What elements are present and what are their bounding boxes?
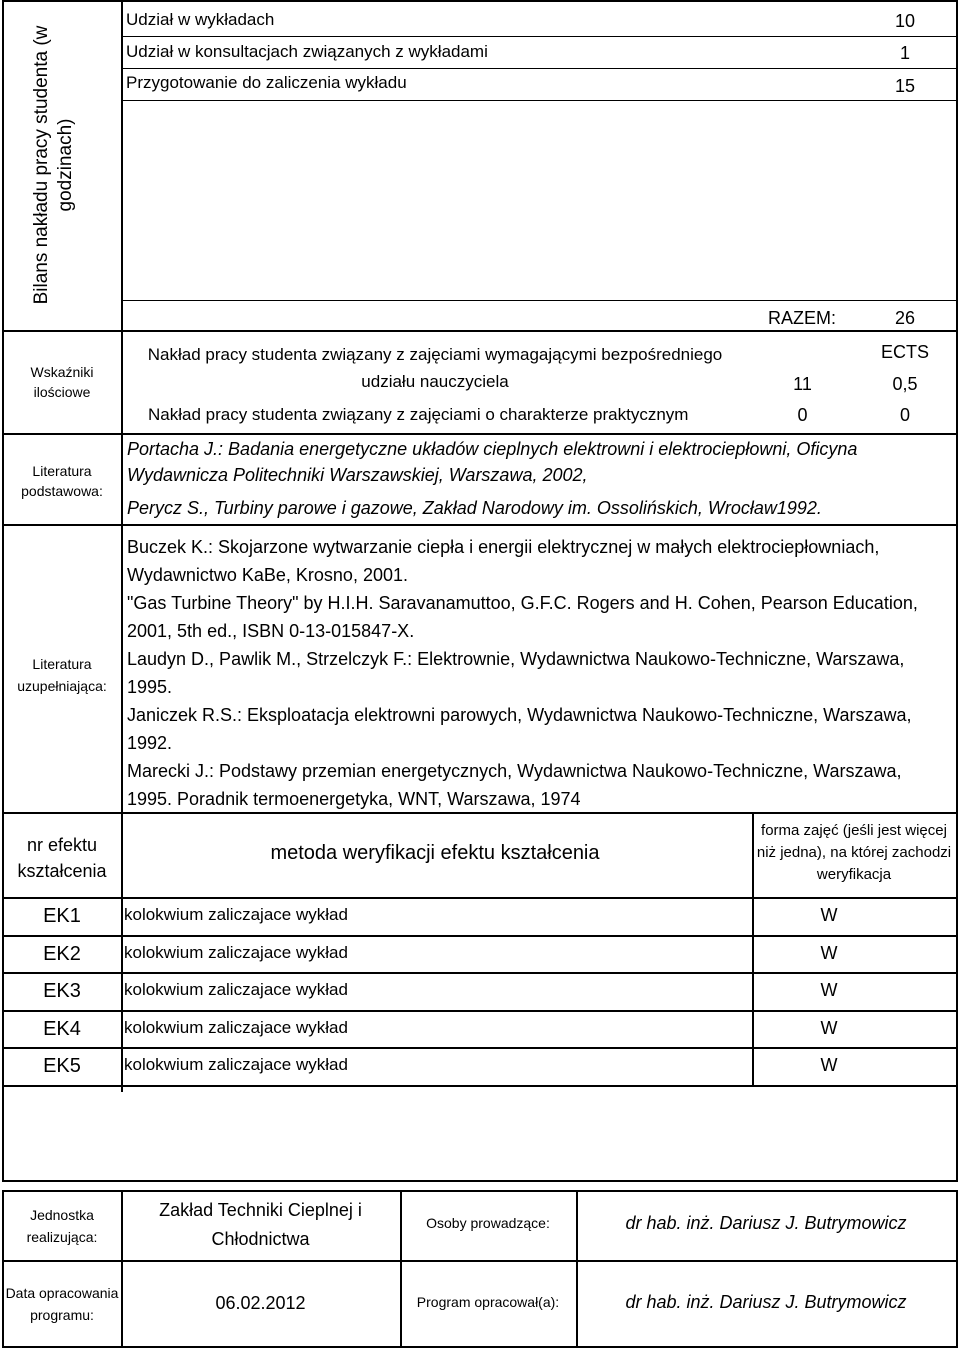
literatura-podstawowa-entry: Portacha J.: Badania energetyczne układów cieplnych elektrowni i elektrociepłowni, Oficyna xyxy=(127,439,858,459)
weryfikacja-forma: W xyxy=(820,943,838,963)
literatura-podstawowa-side-label xyxy=(4,461,120,501)
wskazniki-side-label-line1: Wskaźniki xyxy=(30,364,94,380)
literatura-uzupelniajaca-entry: Janiczek R.S.: Eksploatacja elektrowni parowych, Wydawnictwa Naukowo-Techniczne, Warszawa, xyxy=(127,705,912,725)
weryfikacja-forma-header xyxy=(754,820,954,886)
literatura-uzupelniajaca-entry: Marecki J.: Podstawy przemian energetycznych, Wydawnictwa Naukowo-Techniczne, Warszawa, xyxy=(127,761,902,781)
weryfikacja-metoda: kolokwium zaliczajace wykład xyxy=(124,905,348,924)
bilans-side-label-line2: godzinach) xyxy=(55,118,76,212)
wskazniki-row1-line2: udziału nauczyciela xyxy=(361,372,509,391)
literatura-uzupelniajaca-side-label-line1: Literatura xyxy=(32,656,92,672)
weryfikacja-ek: EK3 xyxy=(43,980,81,1002)
literatura-podstawowa-side-label-line2: podstawowa: xyxy=(21,483,103,499)
weryfikacja-metoda: kolokwium zaliczajace wykład xyxy=(124,980,348,999)
weryfikacja-nr-efektu-line2: kształcenia xyxy=(17,861,107,881)
jednostka-label-line2: realizująca: xyxy=(26,1229,98,1245)
bilans-row-label: Udział w konsultacjach związanych z wykładami xyxy=(126,42,488,61)
razem-label: RAZEM: xyxy=(768,308,837,328)
weryfikacja-metoda-header: metoda weryfikacji efektu kształcenia xyxy=(270,842,600,864)
literatura-uzupelniajaca-entry: 2001, 5th ed., ISBN 0-13-015847-X. xyxy=(127,621,415,641)
literatura-uzupelniajaca-entry: Laudyn D., Pawlik M., Strzelczyk F.: Elektrownie, Wydawnictwa Naukowo-Techniczne, Warszawa, xyxy=(127,649,905,669)
weryfikacja-metoda: kolokwium zaliczajace wykład xyxy=(124,1018,348,1037)
data-opracowania-value: 06.02.2012 xyxy=(215,1293,306,1313)
weryfikacja-ek: EK2 xyxy=(43,943,81,965)
bilans-row-label: Przygotowanie do zaliczenia wykładu xyxy=(126,73,407,92)
jednostka-label-line1: Jednostka xyxy=(30,1207,94,1223)
literatura-podstawowa-entry: Wydawnicza Politechniki Warszawskiej, Warszawa, 2002, xyxy=(127,465,588,485)
literatura-uzupelniajaca-side-label xyxy=(4,653,120,697)
program-opracowal-label: Program opracował(a): xyxy=(416,1294,560,1310)
weryfikacja-nr-efektu-header xyxy=(4,832,120,884)
data-opracowania-label-line1: Data opracowania xyxy=(5,1285,119,1301)
jednostka-value-line2: Chłodnictwa xyxy=(211,1229,310,1249)
weryfikacja-metoda: kolokwium zaliczajace wykład xyxy=(124,943,348,962)
bilans-row-label: Udział w wykładach xyxy=(126,10,275,29)
wskazniki-side-label xyxy=(4,362,120,402)
jednostka-label xyxy=(4,1204,120,1248)
weryfikacja-metoda: kolokwium zaliczajace wykład xyxy=(124,1055,348,1074)
osoby-prowadzace-value: dr hab. inż. Dariusz J. Butrymowicz xyxy=(625,1213,907,1233)
weryfikacja-forma-line1: forma zajęć (jeśli jest więcej xyxy=(761,822,947,839)
weryfikacja-forma: W xyxy=(820,1055,838,1075)
bilans-side-label xyxy=(30,0,80,330)
weryfikacja-nr-efektu-line1: nr efektu xyxy=(26,835,98,855)
weryfikacja-forma: W xyxy=(820,1018,838,1038)
weryfikacja-ek: EK4 xyxy=(43,1018,81,1040)
bilans-side-label-line1: Bilans nakładu pracy studenta (w xyxy=(31,25,52,305)
jednostka-value-line1: Zakład Techniki Cieplnej i xyxy=(159,1200,362,1220)
literatura-uzupelniajaca-entry: 1995. xyxy=(127,677,173,697)
literatura-uzupelniajaca-entry: Wydawnictwo KaBe, Krosno, 2001. xyxy=(127,565,408,585)
wskazniki-row2-ects: 0 xyxy=(899,405,910,425)
osoby-prowadzace-label: Osoby prowadzące: xyxy=(426,1215,550,1231)
bilans-row-value: 15 xyxy=(894,76,916,96)
weryfikacja-forma: W xyxy=(820,905,838,925)
weryfikacja-ek: EK1 xyxy=(43,905,81,927)
ects-header: ECTS xyxy=(880,342,929,362)
literatura-uzupelniajaca-entry: 1995. Poradnik termoenergetyka, WNT, Warszawa, 1974 xyxy=(127,789,581,809)
razem-value: 26 xyxy=(894,308,916,328)
weryfikacja-forma-line3: weryfikacja xyxy=(816,866,892,883)
bilans-row-value: 10 xyxy=(894,11,916,31)
literatura-uzupelniajaca-entry: "Gas Turbine Theory" by H.I.H. Saravanamuttoo, G.F.C. Rogers and H. Cohen, Pearson Education, xyxy=(127,593,918,613)
program-opracowal-value: dr hab. inż. Dariusz J. Butrymowicz xyxy=(625,1292,907,1312)
wskazniki-side-label-line2: ilościowe xyxy=(33,384,91,400)
data-opracowania-label-line2: programu: xyxy=(30,1307,94,1323)
wskazniki-row2-hours: 0 xyxy=(797,405,808,425)
data-opracowania-label xyxy=(4,1282,120,1326)
wskazniki-row1-label xyxy=(120,341,750,395)
wskazniki-row1-hours: 11 xyxy=(793,374,812,394)
weryfikacja-forma-line2: niż jedna), na której zachodzi xyxy=(756,844,952,861)
literatura-uzupelniajaca-entry: Buczek K.: Skojarzone wytwarzanie ciepła i energii elektrycznej w małych elektrociepłowniach, xyxy=(127,537,880,557)
bilans-row-value: 1 xyxy=(899,43,910,63)
jednostka-value xyxy=(123,1196,398,1254)
literatura-uzupelniajaca-side-label-line2: uzupełniająca: xyxy=(17,678,107,694)
weryfikacja-forma: W xyxy=(820,980,838,1000)
literatura-uzupelniajaca-entry: 1992. xyxy=(127,733,173,753)
wskazniki-row2-label: Nakład pracy studenta związany z zajęciami o charakterze praktycznym xyxy=(148,405,689,424)
wskazniki-row1-line1: Nakład pracy studenta związany z zajęciami wymagającymi bezpośredniego xyxy=(147,345,723,364)
literatura-podstawowa-side-label-line1: Literatura xyxy=(32,463,92,479)
weryfikacja-ek: EK5 xyxy=(43,1055,81,1077)
literatura-podstawowa-entry: Perycz S., Turbiny parowe i gazowe, Zakład Narodowy im. Ossolińskich, Wrocław1992. xyxy=(127,498,822,518)
wskazniki-row1-ects: 0,5 xyxy=(892,374,918,394)
